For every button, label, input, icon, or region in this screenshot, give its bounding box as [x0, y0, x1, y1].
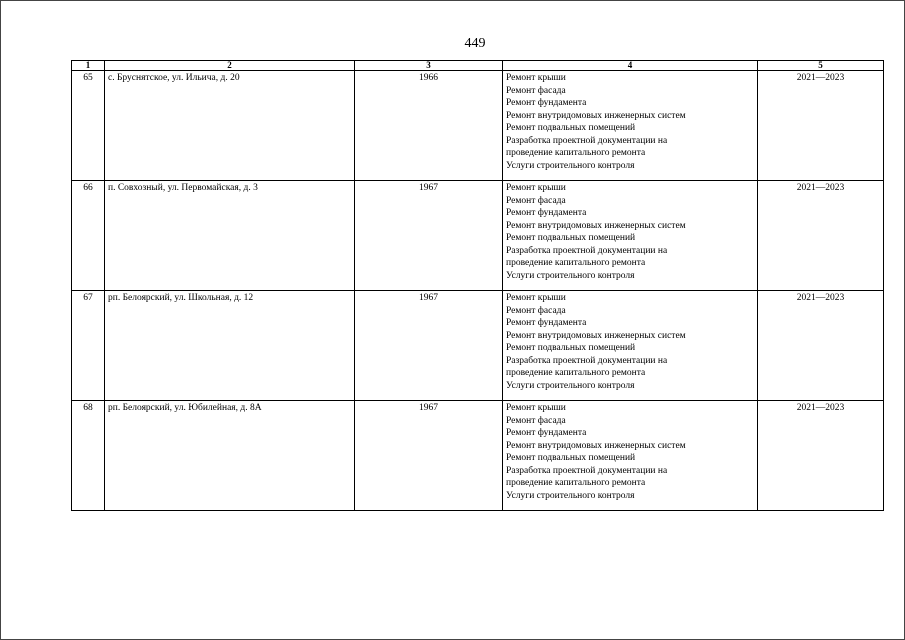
work-item: Ремонт внутридомовых инженерных систем: [506, 330, 686, 341]
address-cell: с. Бруснятское, ул. Ильича, д. 20: [105, 71, 355, 181]
year-cell: 1966: [355, 71, 503, 181]
work-item: Услуги строительного контроля: [506, 160, 635, 171]
address-cell: п. Совхозный, ул. Первомайская, д. 3: [105, 181, 355, 291]
work-item: Ремонт подвальных помещений: [506, 453, 636, 463]
table-row: [72, 291, 884, 401]
repair-schedule-table: [71, 60, 884, 511]
work-item: Ремонт крыши: [506, 293, 566, 303]
works-cell: [503, 401, 758, 511]
works-cell: [503, 181, 758, 291]
table-row: [72, 181, 884, 291]
work-item: Ремонт фасада: [506, 415, 566, 426]
work-item: Услуги строительного контроля: [506, 490, 635, 501]
work-item: Разработка проектной документации на: [506, 245, 668, 256]
page-number: 449: [464, 36, 486, 51]
work-item: проведение капитального ремонта: [506, 148, 646, 158]
row-number: 66: [72, 181, 105, 291]
work-item: проведение капитального ремонта: [506, 258, 646, 268]
year-cell: 1967: [355, 181, 503, 291]
work-item: проведение капитального ремонта: [506, 368, 646, 378]
work-item: Ремонт фундамента: [506, 208, 587, 218]
work-item: Ремонт внутридомовых инженерных систем: [506, 220, 686, 231]
work-item: Ремонт крыши: [506, 183, 566, 193]
work-item: Ремонт подвальных помещений: [506, 123, 636, 133]
work-item: Ремонт фундамента: [506, 318, 587, 328]
row-number: 67: [72, 291, 105, 401]
work-item: Разработка проектной документации на: [506, 355, 668, 366]
work-item: Ремонт фундамента: [506, 428, 587, 438]
header-cell-3: 3: [355, 61, 503, 71]
work-item: Ремонт подвальных помещений: [506, 233, 636, 243]
work-item: Ремонт подвальных помещений: [506, 343, 636, 353]
table-row: [72, 71, 884, 181]
header-cell-5: 5: [758, 61, 884, 71]
work-item: Ремонт внутридомовых инженерных систем: [506, 110, 686, 121]
address-cell: рп. Белоярский, ул. Юбилейная, д. 8А: [105, 401, 355, 511]
work-item: Ремонт крыши: [506, 403, 566, 413]
year-cell: 1967: [355, 401, 503, 511]
header-cell-1: 1: [72, 61, 105, 71]
row-number: 68: [72, 401, 105, 511]
works-cell: [503, 291, 758, 401]
work-item: Разработка проектной документации на: [506, 135, 668, 146]
work-item: проведение капитального ремонта: [506, 478, 646, 488]
work-item: Услуги строительного контроля: [506, 270, 635, 281]
period-cell: 2021—2023: [758, 71, 884, 181]
work-item: Ремонт фасада: [506, 195, 566, 206]
row-number: 65: [72, 71, 105, 181]
period-cell: 2021—2023: [758, 401, 884, 511]
works-cell: [503, 71, 758, 181]
header-cell-4: 4: [503, 61, 758, 71]
address-cell: рп. Белоярский, ул. Школьная, д. 12: [105, 291, 355, 401]
work-item: Ремонт фундамента: [506, 98, 587, 108]
work-item: Ремонт крыши: [506, 73, 566, 83]
period-cell: 2021—2023: [758, 291, 884, 401]
work-item: Разработка проектной документации на: [506, 465, 668, 476]
year-cell: 1967: [355, 291, 503, 401]
period-cell: 2021—2023: [758, 181, 884, 291]
work-item: Ремонт фасада: [506, 85, 566, 96]
work-item: Ремонт внутридомовых инженерных систем: [506, 440, 686, 451]
table-row: [72, 401, 884, 511]
work-item: Ремонт фасада: [506, 305, 566, 316]
header-row: [72, 61, 884, 71]
work-item: Услуги строительного контроля: [506, 380, 635, 391]
header-cell-2: 2: [105, 61, 355, 71]
